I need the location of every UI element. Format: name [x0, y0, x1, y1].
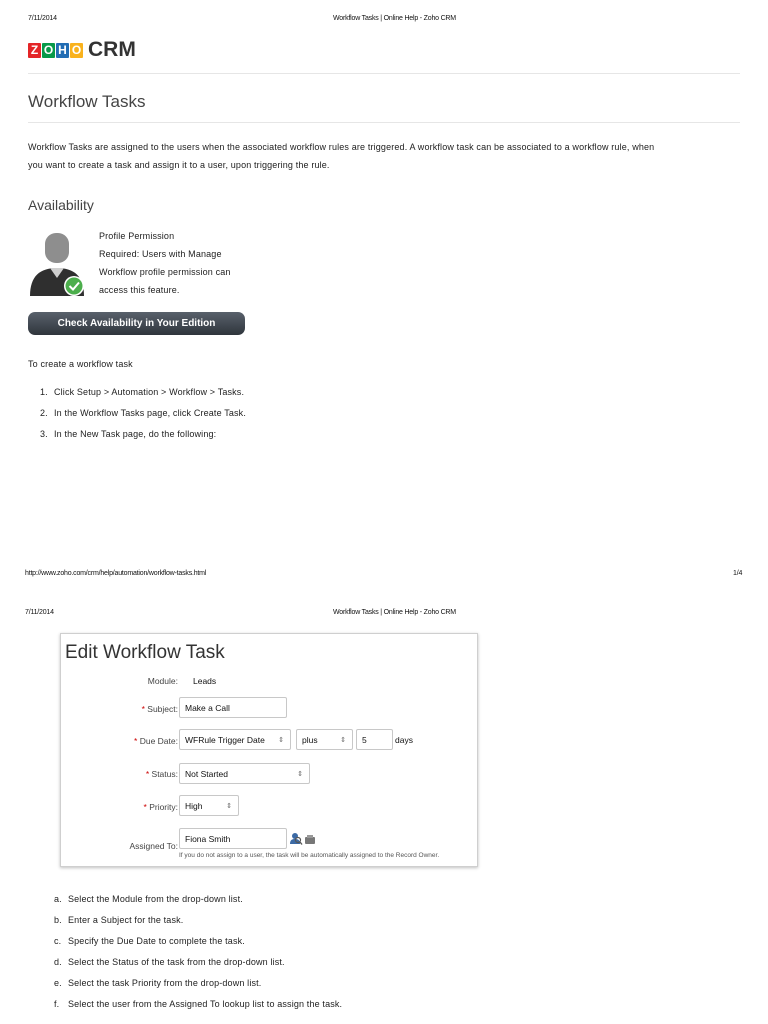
- step-text: In the New Task page, do the following:: [54, 429, 217, 439]
- select-arrow-icon: ⇕: [340, 736, 346, 744]
- assigned-to-label: Assigned To:: [129, 841, 178, 851]
- steps-list: [40, 382, 246, 445]
- divider: [28, 73, 740, 74]
- intro-text: [28, 138, 748, 174]
- panel-title: Edit Workflow Task: [65, 642, 225, 663]
- step-number: e.: [54, 978, 62, 988]
- step-number: c.: [54, 936, 62, 946]
- due-operator-value: plus: [302, 734, 318, 745]
- list-item: [54, 994, 342, 1015]
- list-item: [54, 973, 342, 994]
- module-label: Module:: [147, 676, 178, 686]
- list-item: [54, 910, 342, 931]
- required-mark: *: [141, 704, 145, 714]
- step-text: Enter a Subject for the task.: [68, 915, 184, 925]
- zoho-crm-logo[interactable]: [28, 38, 136, 62]
- status-label: [75, 769, 178, 779]
- availability-line: Workflow profile permission can: [99, 267, 231, 277]
- step-text: Select the user from the Assigned To lookup list to assign the task.: [68, 999, 343, 1009]
- step-number: b.: [54, 915, 62, 925]
- user-lookup-icon[interactable]: [290, 832, 316, 846]
- logo-product: CRM: [88, 38, 136, 61]
- page-title: Workflow Tasks: [28, 92, 146, 111]
- substeps-list: [54, 889, 342, 1015]
- step-text: Select the Status of the task from the drop-down list.: [68, 957, 285, 967]
- status-label-text: Status:: [151, 769, 178, 779]
- due-date-label-text: Due Date:: [139, 736, 178, 746]
- step-number: 2.: [40, 408, 48, 418]
- due-days-input[interactable]: 5: [356, 729, 393, 750]
- availability-line: Profile Permission: [99, 231, 175, 241]
- select-arrow-icon: ⇕: [226, 802, 232, 810]
- user-permission-icon: [28, 230, 86, 298]
- availability-heading: Availability: [28, 197, 94, 213]
- step-number: a.: [54, 894, 62, 904]
- page-header-title: Workflow Tasks | Online Help - Zoho CRM: [333, 609, 456, 616]
- required-mark: *: [143, 802, 147, 812]
- check-availability-button[interactable]: Check Availability in Your Edition: [28, 312, 245, 335]
- footer-url[interactable]: http://www.zoho.com/crm/help/automation/workflow-tasks.html: [25, 570, 207, 577]
- intro-line: Workflow Tasks are assigned to the users when the associated workflow rules are triggered. A workflow task can be associated to a workflow rule, when: [28, 142, 655, 152]
- subject-input[interactable]: Make a Call: [179, 697, 287, 718]
- availability-text: [99, 227, 299, 299]
- due-trigger-value: WFRule Trigger Date: [185, 734, 265, 745]
- availability-line: access this feature.: [99, 285, 180, 295]
- step-number: f.: [54, 999, 60, 1009]
- priority-select[interactable]: [179, 795, 239, 816]
- due-trigger-select[interactable]: [179, 729, 291, 750]
- required-mark: *: [145, 769, 150, 779]
- due-operator-select[interactable]: [296, 729, 353, 750]
- list-item: [40, 382, 246, 403]
- logo-letter: O: [71, 43, 82, 57]
- subject-label: [75, 704, 178, 714]
- logo-letter: Z: [28, 43, 41, 58]
- steps-title: To create a workflow task: [28, 359, 133, 369]
- priority-value: High: [185, 800, 203, 811]
- divider: [28, 122, 740, 123]
- select-arrow-icon: ⇕: [278, 736, 284, 744]
- list-item: [54, 952, 342, 973]
- module-value: Leads: [193, 676, 217, 686]
- step-number: d.: [54, 957, 62, 967]
- step-text: Specify the Due Date to complete the task.: [68, 936, 245, 946]
- availability-line: Required: Users with Manage: [99, 249, 222, 259]
- edit-workflow-task-panel: [60, 633, 478, 867]
- page-number: 1/4: [733, 570, 743, 577]
- step-number: 3.: [40, 429, 48, 439]
- status-value: Not Started: [185, 768, 228, 779]
- assigned-to-input[interactable]: Fiona Smith: [179, 828, 287, 849]
- logo-letter: H: [56, 43, 69, 58]
- list-item: [40, 424, 246, 445]
- subject-label-text: Subject:: [147, 704, 178, 714]
- page-header-title: Workflow Tasks | Online Help - Zoho CRM: [333, 15, 456, 22]
- intro-line: you want to create a task and assign it to a user, upon triggering the rule.: [28, 160, 330, 170]
- status-select[interactable]: [179, 763, 310, 784]
- select-arrow-icon: ⇕: [297, 770, 303, 778]
- list-item: [40, 403, 246, 424]
- priority-label: [75, 802, 178, 812]
- page-date: 7/11/2014: [25, 609, 54, 616]
- list-item: [54, 931, 342, 952]
- logo-letter: O: [43, 43, 54, 57]
- step-text: In the Workflow Tasks page, click Create Task.: [54, 408, 246, 418]
- step-text: Select the task Priority from the drop-down list.: [68, 978, 262, 988]
- due-unit: days: [395, 735, 413, 745]
- assigned-note: If you do not assign to a user, the task will be automatically assigned to the Record Owner.: [179, 852, 440, 859]
- priority-label-text: Priority:: [149, 802, 178, 812]
- step-text: Click Setup > Automation > Workflow > Tasks.: [54, 387, 245, 397]
- required-mark: *: [134, 736, 138, 746]
- list-item: [54, 889, 342, 910]
- step-text: Select the Module from the drop-down list.: [68, 894, 243, 904]
- step-number: 1.: [40, 387, 48, 397]
- page-date: 7/11/2014: [28, 15, 57, 22]
- due-date-label: [75, 736, 178, 746]
